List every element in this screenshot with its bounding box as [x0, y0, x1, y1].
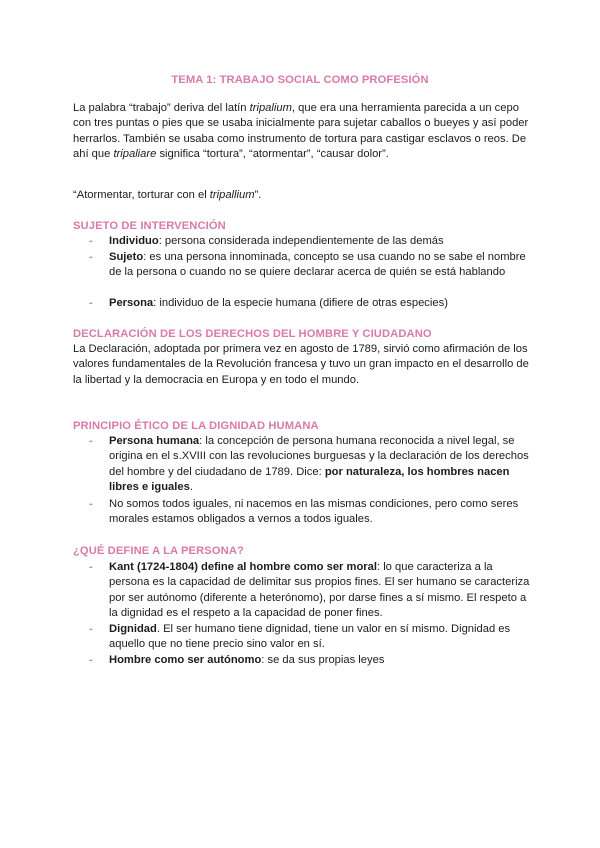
bullet-dash: -	[89, 623, 93, 635]
bullet-dash: -	[89, 654, 93, 666]
declaracion-paragraph: La Declaración, adoptada por primera vez en agosto de 1789, sirvió como afirmación de los valores fundamentales de la Revolución francesa y tuvo un gran impacto en el desarrollo de la libertad y la democracia en Europa y en todo el mundo.	[73, 343, 529, 386]
list-item: - Individuo: persona considerada independientemente de las demás	[73, 234, 535, 249]
list-item: - Sujeto: es una persona innominada, concepto se usa cuando no se sabe el nombre de la persona o cuando no se quiere declarar acerca de quién se está hablando	[89, 251, 526, 279]
list-item: - Persona: individuo de la especie humana (difiere de otras especies)	[73, 296, 535, 311]
section-heading-sujeto: SUJETO DE INTERVENCIÓN	[73, 220, 226, 232]
intro-paragraph: La palabra “trabajo” deriva del latín tripalium, que era una herramienta parecida a un cepo con tres puntas o pies que se usaba inicialmente para sujetar caballos o bueyes y así poder herrarlos. También se usaba como instrumento de tortura para castigar esclavos o reos. De ahí que tripaliare significa “tortura”, “atormentar”, “causar dolor”.	[73, 102, 529, 161]
list-item: - Persona humana: la concepción de persona humana reconocida a nivel legal, se origina en el s.XVIII con las revoluciones burguesas y la declaración de los derechos del hombre y del ciudadano de 1789. Dice: por naturaleza, los hombres nacen libres e iguales.	[89, 435, 529, 494]
bullet-dash: -	[89, 297, 93, 309]
quote-paragraph: “Atormentar, torturar con el tripallium”.	[73, 189, 262, 201]
section-heading-persona: ¿QUÉ DEFINE A LA PERSONA?	[73, 545, 244, 557]
bullet-dash: -	[89, 435, 93, 447]
bullet-dash: -	[89, 561, 93, 573]
bullet-dash: -	[89, 498, 93, 510]
page-title: TEMA 1: TRABAJO SOCIAL COMO PROFESIÓN	[171, 74, 429, 86]
list-item: - Kant (1724-1804) define al hombre como ser moral: lo que caracteriza a la persona es la capacidad de delimitar sus propios fines. El ser humano se caracteriza por ser autónomo (diferente a heterónomo), por darse fines a sí mismo. El respeto a la dignidad es el respeto a la capacidad de poner fines.	[89, 561, 530, 620]
section-heading-dignidad: PRINCIPIO ÉTICO DE LA DIGNIDAD HUMANA	[73, 420, 319, 432]
list-item: - Hombre como ser autónomo: se da sus propias leyes	[73, 653, 535, 668]
list-item: - Dignidad. El ser humano tiene dignidad, tiene un valor en sí mismo. Dignidad es aquello que no tiene precio sino valor en sí.	[89, 623, 511, 651]
section-heading-declaracion: DECLARACIÓN DE LOS DERECHOS DEL HOMBRE Y CIUDADANO	[73, 328, 432, 340]
bullet-dash: -	[89, 251, 93, 263]
bullet-dash: -	[89, 235, 93, 247]
list-item: - No somos todos iguales, ni nacemos en las mismas condiciones, pero como seres morales estamos obligados a vernos a todos iguales.	[89, 498, 519, 526]
